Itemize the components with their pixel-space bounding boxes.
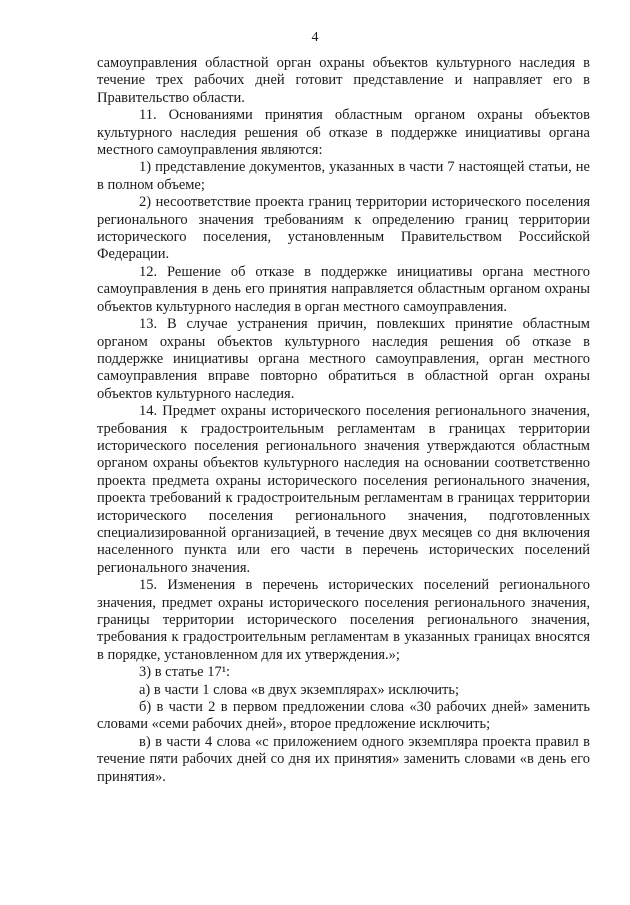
paragraph-13: 13. В случае устранения причин, повлекших принятие областным органом охраны объектов культурного наследия решения об отказе в поддержке инициативы органа местного самоуправления, орган местного самоуправления вправе повторно обратиться в областной орган охраны объектов культурного наследия. xyxy=(97,316,590,402)
amendment-item-3: 3) в статье 17¹: xyxy=(139,664,231,681)
document-body xyxy=(97,55,590,786)
paragraph-11: 11. Основаниями принятия областным органом охраны объектов культурного наследия решения об отказе в поддержке инициативы органа местного самоуправления являются: xyxy=(97,107,590,159)
paragraph-12: 12. Решение об отказе в поддержке инициативы органа местного самоуправления в день его принятия направляется областным органом охраны объектов культурного наследия в орган местного самоуправления. xyxy=(97,263,590,315)
paragraph-15: 15. Изменения в перечень исторических поселений регионального значения, предмет охраны исторического поселения регионального значения, границы территории исторического поселения регионального значения, требования к градостроительным регламентам в указанных границах вносятся в порядке, установленном для их утверждения.»; xyxy=(97,577,590,663)
paragraph-14: 14. Предмет охраны исторического поселения регионального значения, требования к градостроительным регламентам в границах территории исторического поселения регионального значения утверждаются областным органом охраны объектов культурного наследия на основании соответственно проекта предмета охраны исторического поселения регионального значения, проекта требований к градостроительным регламентам в границах территории исторического поселения регионального значения, подготовленных специализированной организацией, в течение двух месяцев со дня включения населенного пункта или его части в перечень исторических поселений регионального значения. xyxy=(97,403,590,576)
paragraph-11-item-2: 2) несоответствие проекта границ территории исторического поселения регионального значения требованиям к определению границ территории исторического поселения, установленным Правительством Российской Федерации. xyxy=(97,194,590,263)
paragraph-continuation: самоуправления областной орган охраны объектов культурного наследия в течение трех рабочих дней готовит представление и направляет его в Правительство области. xyxy=(97,55,590,106)
paragraph-11-item-1: 1) представление документов, указанных в части 7 настоящей статьи, не в полном объеме; xyxy=(97,159,590,193)
amendment-subitem-a: а) в части 1 слова «в двух экземплярах» исключить; xyxy=(139,681,460,698)
amendment-subitem-v: в) в части 4 слова «с приложением одного экземпляра проекта правил в течение пяти рабочих дней со дня их принятия» заменить словами «в день его принятия». xyxy=(97,733,590,785)
amendment-subitem-b: б) в части 2 в первом предложении слова «30 рабочих дней» заменить словами «семи рабочих дней», второе предложение исключить; xyxy=(97,699,590,733)
page-number: 4 xyxy=(311,30,319,45)
